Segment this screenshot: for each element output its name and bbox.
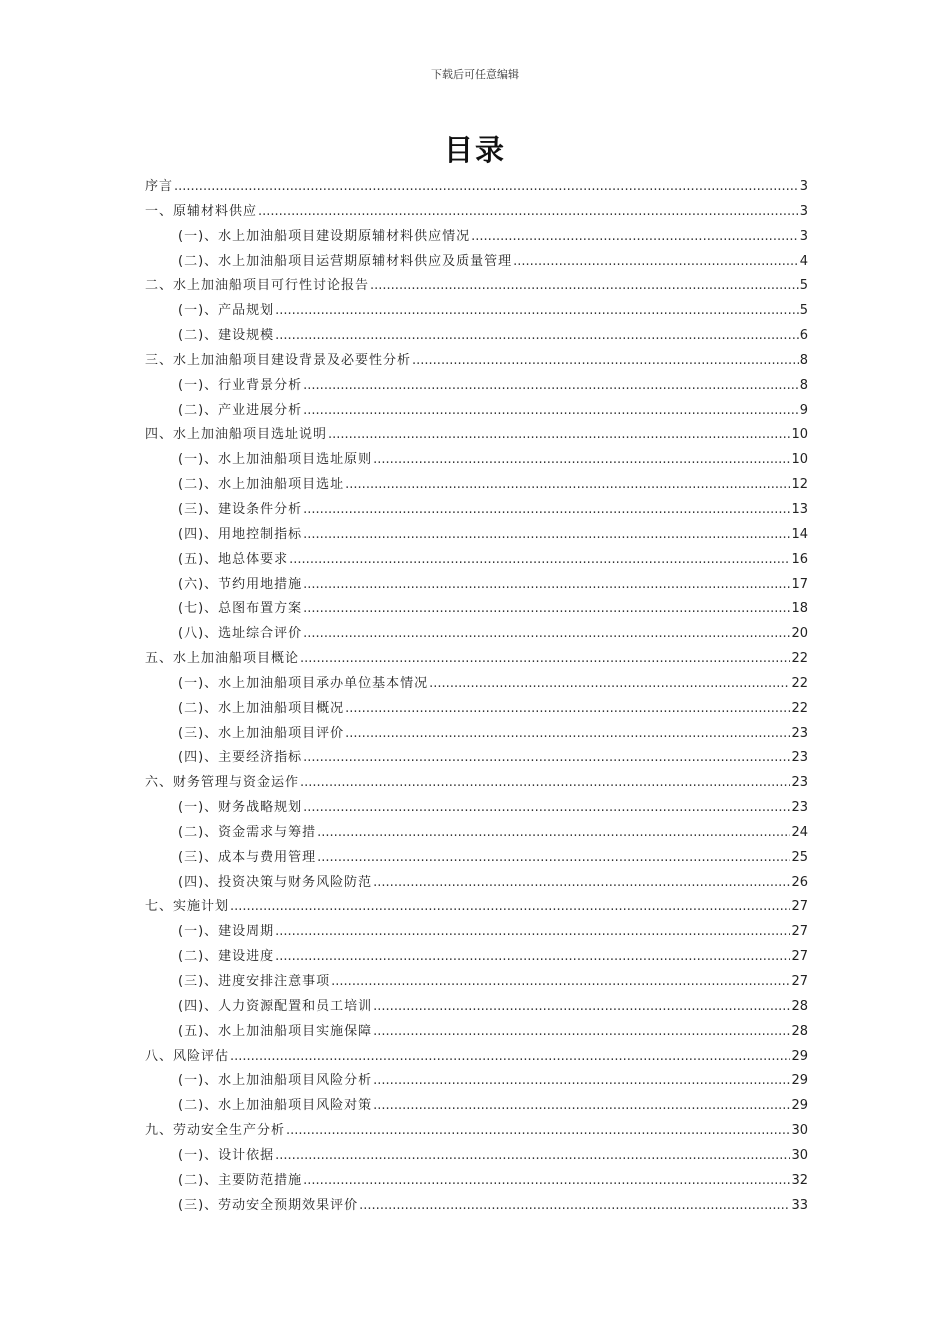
- toc-entry-label: (二)、水上加油船项目选址: [178, 477, 345, 493]
- toc-dot-leader: [303, 573, 790, 598]
- toc-dot-leader: [317, 821, 790, 846]
- toc-entry-page-number: 18: [791, 601, 808, 617]
- toc-dot-leader: [174, 175, 799, 200]
- toc-entry[interactable]: [145, 647, 808, 672]
- toc-entry[interactable]: [145, 1194, 808, 1219]
- toc-entry-page-number: 13: [791, 501, 808, 517]
- toc-entry-page-number: 23: [791, 775, 808, 791]
- toc-dot-leader: [303, 399, 799, 424]
- toc-dot-leader: [230, 895, 790, 920]
- toc-entry[interactable]: [145, 349, 808, 374]
- toc-entry-label: 七、实施计划: [145, 899, 230, 915]
- toc-entry[interactable]: [145, 1119, 808, 1144]
- toc-entry-label: (一)、水上加油船项目风险分析: [178, 1073, 373, 1089]
- toc-entry[interactable]: [145, 771, 808, 796]
- toc-entry-page-number: 10: [791, 427, 808, 443]
- toc-entry-label: (二)、建设进度: [178, 949, 275, 965]
- toc-entry-label: (二)、主要防范措施: [178, 1172, 303, 1188]
- toc-entry-label: (三)、水上加油船项目评价: [178, 725, 345, 741]
- toc-dot-leader: [303, 498, 790, 523]
- toc-entry-label: (四)、投资决策与财务风险防范: [178, 874, 373, 890]
- toc-dot-leader: [275, 920, 790, 945]
- toc-entry[interactable]: [145, 597, 808, 622]
- toc-dot-leader: [429, 672, 790, 697]
- toc-entry[interactable]: [145, 697, 808, 722]
- toc-dot-leader: [370, 274, 799, 299]
- toc-entry[interactable]: [145, 871, 808, 896]
- toc-entry[interactable]: [145, 746, 808, 771]
- toc-entry[interactable]: [145, 473, 808, 498]
- toc-entry-label: 四、水上加油船项目选址说明: [145, 427, 328, 443]
- toc-entry-label: (五)、地总体要求: [178, 551, 289, 567]
- toc-entry[interactable]: [145, 846, 808, 871]
- toc-entry[interactable]: [145, 498, 808, 523]
- toc-entry-page-number: 28: [791, 998, 808, 1014]
- toc-entry-label: 六、财务管理与资金运作: [145, 775, 300, 791]
- toc-entry-label: (一)、财务战略规划: [178, 800, 303, 816]
- toc-entry-label: (一)、设计依据: [178, 1147, 275, 1163]
- toc-entry-page-number: 12: [791, 477, 808, 493]
- toc-entry-page-number: 23: [791, 725, 808, 741]
- toc-entry-label: 二、水上加油船项目可行性讨论报告: [145, 278, 370, 294]
- toc-entry-label: (三)、劳动安全预期效果评价: [178, 1197, 359, 1213]
- toc-dot-leader: [275, 1144, 790, 1169]
- toc-entry-page-number: 8: [799, 377, 808, 393]
- toc-entry-label: (三)、成本与费用管理: [178, 849, 317, 865]
- toc-dot-leader: [286, 1119, 790, 1144]
- toc-entry-label: 一、原辅材料供应: [145, 203, 258, 219]
- toc-entry-label: (二)、产业进展分析: [178, 402, 303, 418]
- toc-entry-label: (二)、资金需求与筹措: [178, 824, 317, 840]
- toc-dot-leader: [328, 423, 790, 448]
- toc-dot-leader: [345, 722, 790, 747]
- toc-entry[interactable]: [145, 1020, 808, 1045]
- toc-dot-leader: [275, 299, 799, 324]
- toc-entry[interactable]: [145, 523, 808, 548]
- toc-dot-leader: [373, 1069, 790, 1094]
- toc-entry[interactable]: [145, 821, 808, 846]
- toc-entry-label: (三)、进度安排注意事项: [178, 974, 331, 989]
- toc-entry-page-number: 23: [791, 750, 808, 766]
- toc-entry[interactable]: [145, 1094, 808, 1119]
- toc-entry-page-number: 10: [791, 452, 808, 468]
- toc-entry[interactable]: [145, 622, 808, 647]
- toc-entry-page-number: 32: [791, 1172, 808, 1188]
- toc-entry[interactable]: [145, 895, 808, 920]
- table-of-contents: [145, 175, 808, 1218]
- toc-entry-label: 三、水上加油船项目建设背景及必要性分析: [145, 352, 412, 368]
- toc-entry[interactable]: [145, 1045, 808, 1070]
- toc-dot-leader: [345, 473, 790, 498]
- toc-dot-leader: [373, 871, 790, 896]
- toc-entry-page-number: 20: [791, 626, 808, 642]
- toc-entry-page-number: 5: [799, 303, 808, 319]
- toc-entry[interactable]: [145, 423, 808, 448]
- toc-entry[interactable]: [145, 1144, 808, 1169]
- toc-entry[interactable]: [145, 722, 808, 747]
- toc-entry[interactable]: [145, 672, 808, 697]
- toc-entry[interactable]: [145, 920, 808, 945]
- toc-dot-leader: [275, 324, 799, 349]
- toc-entry-page-number: 3: [799, 228, 808, 244]
- toc-dot-leader: [373, 1020, 790, 1045]
- toc-dot-leader: [303, 523, 790, 548]
- toc-dot-leader: [303, 746, 790, 771]
- toc-entry-label: 序言: [145, 179, 174, 194]
- toc-entry-page-number: 16: [791, 551, 808, 567]
- toc-entry-page-number: 24: [791, 824, 808, 840]
- toc-entry-page-number: 30: [791, 1123, 808, 1139]
- toc-entry-page-number: 5: [799, 278, 808, 294]
- toc-dot-leader: [471, 225, 799, 250]
- toc-entry[interactable]: [145, 200, 808, 225]
- toc-entry-label: (七)、总图布置方案: [178, 601, 303, 617]
- toc-entry-page-number: 3: [799, 203, 808, 219]
- toc-entry-label: (六)、节约用地措施: [178, 576, 303, 592]
- toc-dot-leader: [373, 1094, 790, 1119]
- toc-entry-label: (一)、行业背景分析: [178, 377, 303, 393]
- toc-dot-leader: [373, 995, 790, 1020]
- toc-entry-label: 五、水上加油船项目概论: [145, 651, 300, 667]
- toc-dot-leader: [303, 597, 790, 622]
- toc-entry[interactable]: [145, 374, 808, 399]
- toc-entry-page-number: 8: [799, 352, 808, 368]
- toc-entry-label: (四)、主要经济指标: [178, 750, 303, 766]
- toc-entry-page-number: 29: [791, 1048, 808, 1064]
- toc-entry-page-number: 22: [791, 700, 808, 716]
- toc-entry-label: (四)、用地控制指标: [178, 526, 303, 542]
- toc-entry[interactable]: [145, 995, 808, 1020]
- toc-dot-leader: [359, 1194, 790, 1219]
- page-header-note: 下载后可任意编辑: [431, 68, 519, 81]
- toc-entry-page-number: 22: [791, 651, 808, 667]
- toc-entry-label: (二)、建设规模: [178, 328, 275, 344]
- toc-entry-label: (二)、水上加油船项目风险对策: [178, 1098, 373, 1114]
- toc-dot-leader: [303, 622, 790, 647]
- toc-entry-page-number: 3: [799, 179, 808, 194]
- toc-entry-label: (一)、水上加油船项目承办单位基本情况: [178, 675, 429, 691]
- toc-entry[interactable]: [145, 399, 808, 424]
- toc-entry-label: 九、劳动安全生产分析: [145, 1123, 286, 1139]
- toc-entry[interactable]: [145, 970, 808, 995]
- toc-entry-page-number: 27: [791, 899, 808, 915]
- toc-entry-page-number: 9: [799, 402, 808, 418]
- toc-entry-page-number: 25: [791, 849, 808, 865]
- toc-entry-page-number: 17: [791, 576, 808, 592]
- toc-entry-label: (三)、建设条件分析: [178, 501, 303, 517]
- toc-entry-label: (四)、人力资源配置和员工培训: [178, 998, 373, 1014]
- toc-dot-leader: [303, 796, 790, 821]
- toc-entry-label: (一)、产品规划: [178, 303, 275, 319]
- toc-entry-page-number: 14: [791, 526, 808, 542]
- toc-entry[interactable]: [145, 796, 808, 821]
- toc-entry[interactable]: [145, 945, 808, 970]
- toc-entry-label: (一)、水上加油船项目选址原则: [178, 452, 373, 468]
- toc-entry[interactable]: [145, 274, 808, 299]
- toc-entry-label: (二)、水上加油船项目概况: [178, 700, 345, 716]
- toc-dot-leader: [303, 1169, 790, 1194]
- toc-entry-page-number: 33: [791, 1197, 808, 1213]
- toc-dot-leader: [331, 970, 790, 995]
- toc-dot-leader: [373, 448, 790, 473]
- toc-entry-page-number: 30: [791, 1147, 808, 1163]
- toc-entry-label: (五)、水上加油船项目实施保障: [178, 1023, 373, 1039]
- toc-entry-page-number: 28: [791, 1023, 808, 1039]
- toc-dot-leader: [289, 548, 790, 573]
- toc-entry[interactable]: [145, 324, 808, 349]
- toc-dot-leader: [300, 647, 790, 672]
- toc-entry-page-number: 29: [791, 1098, 808, 1114]
- toc-entry-label: 八、风险评估: [145, 1048, 230, 1064]
- toc-entry-page-number: 6: [799, 328, 808, 344]
- toc-entry-page-number: 26: [791, 874, 808, 890]
- toc-entry-label: (二)、水上加油船项目运营期原辅材料供应及质量管理: [178, 253, 513, 269]
- toc-entry[interactable]: [145, 225, 808, 250]
- page-title: 目录: [443, 133, 506, 167]
- toc-entry[interactable]: [145, 573, 808, 598]
- toc-entry-label: (八)、选址综合评价: [178, 626, 303, 642]
- toc-dot-leader: [258, 200, 799, 225]
- toc-entry-page-number: 29: [791, 1073, 808, 1089]
- toc-entry[interactable]: [145, 448, 808, 473]
- toc-entry-page-number: 23: [791, 800, 808, 816]
- toc-dot-leader: [513, 250, 799, 275]
- toc-entry-page-number: 27: [791, 949, 808, 965]
- toc-entry-label: (一)、水上加油船项目建设期原辅材料供应情况: [178, 228, 471, 244]
- toc-entry-page-number: 4: [799, 253, 808, 269]
- toc-entry-page-number: 27: [791, 924, 808, 940]
- toc-entry[interactable]: [145, 1069, 808, 1094]
- toc-dot-leader: [275, 945, 790, 970]
- toc-entry-label: (一)、建设周期: [178, 924, 275, 940]
- toc-dot-leader: [317, 846, 790, 871]
- toc-entry[interactable]: [145, 1169, 808, 1194]
- toc-entry[interactable]: [145, 299, 808, 324]
- toc-entry-page-number: 27: [791, 974, 808, 989]
- toc-entry[interactable]: [145, 175, 808, 200]
- toc-dot-leader: [345, 697, 790, 722]
- toc-dot-leader: [300, 771, 790, 796]
- toc-dot-leader: [303, 374, 799, 399]
- toc-dot-leader: [412, 349, 799, 374]
- toc-dot-leader: [230, 1045, 790, 1070]
- toc-entry[interactable]: [145, 250, 808, 275]
- toc-entry-page-number: 22: [791, 675, 808, 691]
- toc-entry[interactable]: [145, 548, 808, 573]
